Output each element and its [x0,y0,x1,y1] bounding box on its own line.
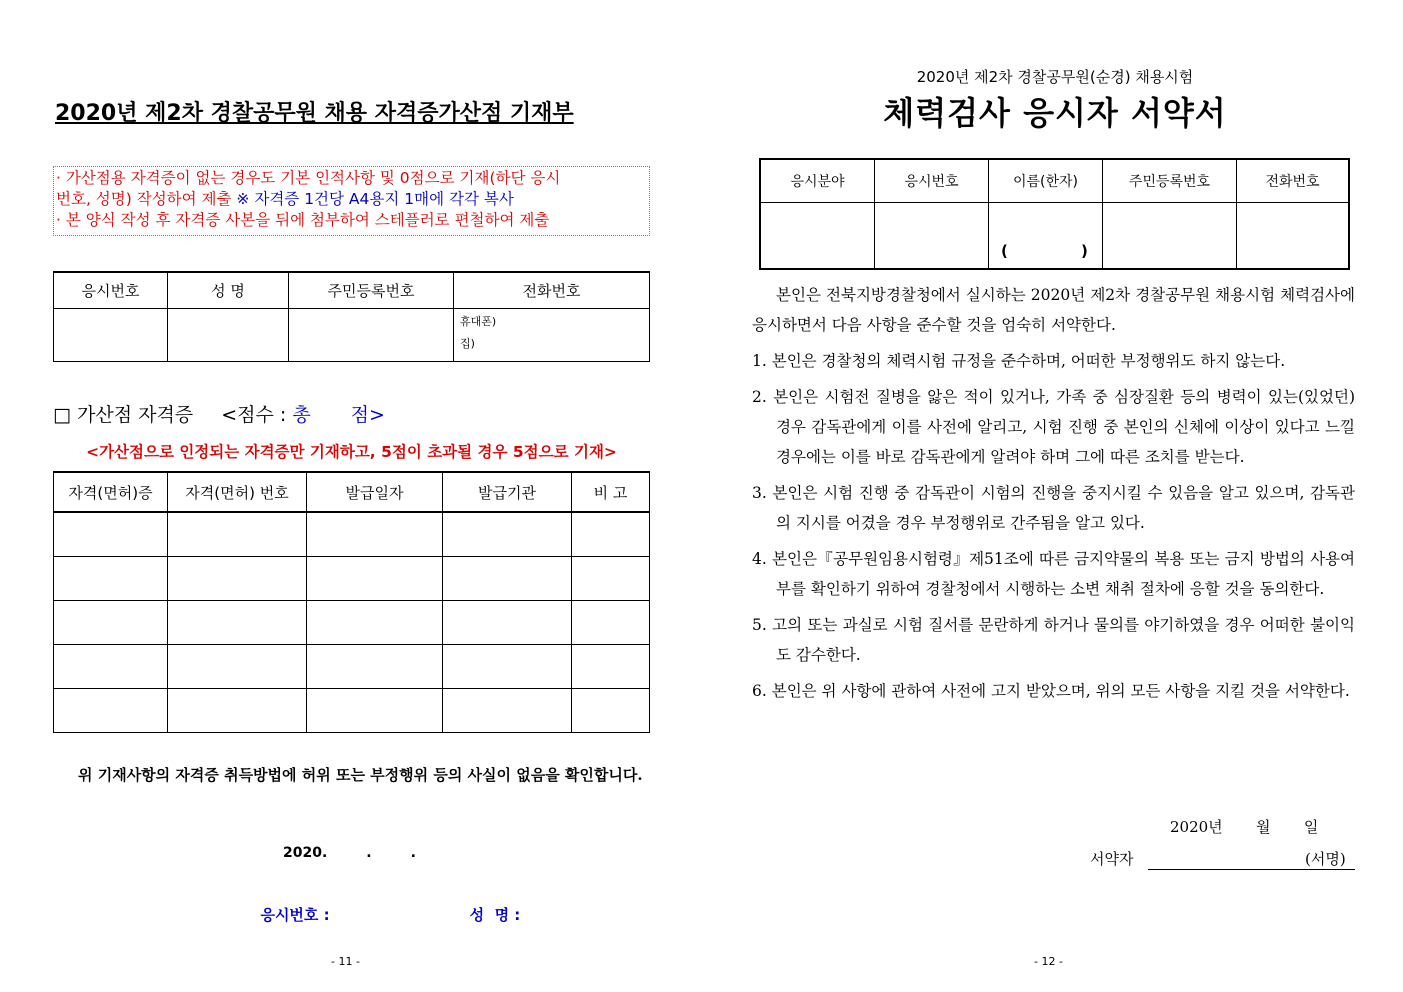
cert-cell[interactable] [443,689,572,733]
pledge-header-resident: 주민등록번호 [1103,159,1237,203]
phone-mobile-label: 휴대폰) [460,314,497,328]
cert-cell[interactable] [168,512,307,557]
cert-cell[interactable] [54,645,168,689]
cert-cell[interactable] [54,601,168,645]
pledge-phone-cell[interactable] [1237,203,1350,270]
left-date: 2020. . . [283,845,416,861]
sig-exam-number-label: 응시번호 : [260,906,330,924]
resident-number-cell[interactable] [289,308,454,361]
notice-line-2 [56,189,647,210]
right-page-number: - 12 - [1034,955,1063,968]
pledge-header-phone: 전화번호 [1237,159,1350,203]
cert-header-date: 발급일자 [307,472,443,512]
pledge-applicant-table [759,158,1350,270]
cert-row [54,512,650,557]
header-phone: 전화번호 [454,272,650,308]
right-page-title: 체력검사 응시자 서약서 [883,94,1227,132]
notice-line-1: · 가산점용 자격증이 없는 경우도 기본 인적사항 및 0점으로 기재(하단 응시 [56,169,561,187]
signature-line[interactable] [1148,869,1355,870]
cert-cell[interactable] [307,645,443,689]
pledge-body [752,280,1355,712]
pledge-header-name: 이름(한자) [989,159,1103,203]
pledge-header-number: 응시번호 [875,159,989,203]
cert-cell[interactable] [307,689,443,733]
phone-cell[interactable] [454,308,650,361]
cert-cell[interactable] [443,557,572,601]
cert-cell[interactable] [572,689,650,733]
cert-cell[interactable] [54,557,168,601]
cert-row [54,689,650,733]
pledge-item-3: 3. 본인은 시험 진행 중 감독관이 시험의 진행을 중지시킬 수 있음을 알고 있으며, 감독관의 지시를 어겼을 경우 부정행위로 간주됨을 알고 있다. [752,484,1355,532]
cert-cell[interactable] [307,601,443,645]
cert-header-issuer: 발급기관 [443,472,572,512]
left-page-number: - 11 - [331,955,360,968]
cert-row [54,601,650,645]
exam-number-cell[interactable] [54,308,168,361]
cert-cell[interactable] [54,689,168,733]
cert-header-number: 자격(면허) 번호 [168,472,307,512]
cert-row [54,645,650,689]
cert-cell[interactable] [572,512,650,557]
cert-cell[interactable] [168,689,307,733]
cert-section-title [53,400,650,427]
sig-name-label: 성 명 : [469,906,521,924]
cert-cell[interactable] [572,601,650,645]
signer-label: 서약자 [1090,850,1134,868]
name-cell[interactable] [168,308,289,361]
header-name: 성 명 [168,272,289,308]
pledge-resident-cell[interactable] [1103,203,1237,270]
score-unit: 점> [350,404,385,426]
notice-line-2b: ※ 자격증 1건당 A4용지 1매에 각각 복사 [231,190,514,208]
pledge-header-field: 응시분야 [760,159,875,203]
pledge-item-1: 1. 본인은 경찰청의 체력시험 규정을 준수하며, 어떠한 부정행위도 하지 않는다. [752,352,1286,370]
cert-cell[interactable] [168,601,307,645]
notice-line-3: · 본 양식 작성 후 자격증 사본을 뒤에 첨부하여 스테플러로 편철하여 제출 [56,211,550,229]
phone-home-label: 집) [460,336,475,350]
cert-cell[interactable] [307,557,443,601]
right-page-subtitle: 2020년 제2차 경찰공무원(순경) 채용시험 [916,68,1194,86]
cert-cell[interactable] [168,645,307,689]
cert-cell[interactable] [443,645,572,689]
sign-mark: (서명) [1305,850,1346,868]
cert-header-remarks: 비 고 [572,472,650,512]
notice-box [53,166,650,236]
left-signature [250,886,520,925]
pledge-number-cell[interactable] [875,203,989,270]
cert-note: <가산점으로 인정되는 자격증만 기재하고, 5점이 초과될 경우 5점으로 기재> [86,443,617,461]
pledge-field-cell[interactable] [760,203,875,270]
cert-cell[interactable] [307,512,443,557]
score-total: 총 [292,404,311,426]
section-title-text: □ 가산점 자격증 [53,404,194,426]
cert-cell[interactable] [168,557,307,601]
pledge-intro: 본인은 전북지방경찰청에서 실시하는 2020년 제2차 경찰공무원 채용시험 체력검사에 응시하면서 다음 사항을 준수할 것을 엄숙히 서약한다. [752,286,1355,334]
header-exam-number: 응시번호 [54,272,168,308]
score-label: <점수 : [221,404,293,426]
confirm-statement: 위 기재사항의 자격증 취득방법에 허위 또는 부정행위 등의 사실이 없음을 확인합니다. [78,766,643,784]
pledge-name-cell[interactable]: ( ) [989,203,1103,270]
cert-cell[interactable] [443,601,572,645]
pledge-item-6: 6. 본인은 위 사항에 관하여 사전에 고지 받았으며, 위의 모든 사항을 지킬 것을 서약한다. [752,682,1350,700]
pledge-item-2: 2. 본인은 시험전 질병을 앓은 적이 있거나, 가족 중 심장질환 등의 병력이 있는(있었던) 경우 감독관에게 이를 사전에 알리고, 시험 진행 중 본인의 신체에 이상이 있다고 느낄 경우에는 이를 바로 감독관에게 알려야 하며 그에 따른 조치를 받는다. [752,388,1355,466]
cert-row [54,557,650,601]
applicant-table [53,271,650,362]
header-resident-number: 주민등록번호 [289,272,454,308]
cert-cell[interactable] [443,512,572,557]
left-page-title: 2020년 제2차 경찰공무원 채용 자격증가산점 기재부 [55,101,574,126]
cert-cell[interactable] [54,512,168,557]
cert-table [53,471,650,733]
right-date: 2020년 월 일 [1170,818,1319,836]
pledge-item-5: 5. 고의 또는 과실로 시험 질서를 문란하게 하거나 물의를 야기하였을 경우 어떠한 불이익도 감수한다. [752,616,1355,664]
cert-cell[interactable] [572,645,650,689]
cert-cell[interactable] [572,557,650,601]
notice-line-2a: 번호, 성명) 작성하여 제출 [56,190,232,208]
cert-header-name: 자격(면허)증 [54,472,168,512]
pledge-item-4: 4. 본인은『공무원임용시험령』제51조에 따른 금지약물의 복용 또는 금지 방법의 사용여부를 확인하기 위하여 경찰청에서 시행하는 소변 채취 절차에 응할 것을 동의한다. [752,550,1355,598]
